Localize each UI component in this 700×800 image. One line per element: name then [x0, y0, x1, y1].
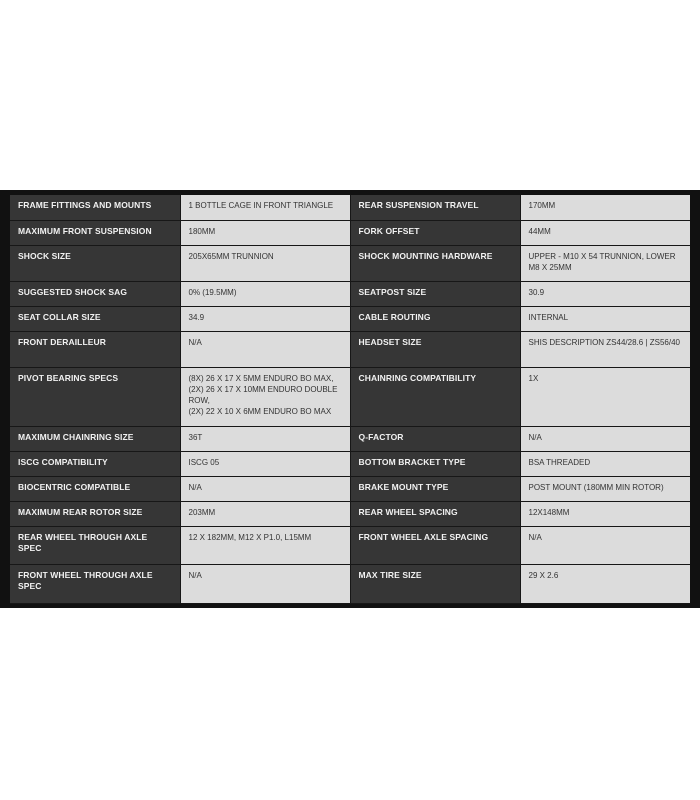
spec-value: N/A: [180, 564, 350, 603]
spec-label: FRAME FITTINGS AND MOUNTS: [10, 195, 180, 220]
spec-value: 36T: [180, 426, 350, 451]
table-row: [10, 331, 690, 367]
table-row: [10, 476, 690, 501]
spec-label: PIVOT BEARING SPECS: [10, 367, 180, 426]
spec-label: FRONT DERAILLEUR: [10, 331, 180, 367]
spec-label: MAXIMUM FRONT SUSPENSION: [10, 220, 180, 245]
spec-value: (8X) 26 X 17 X 5MM ENDURO BO MAX, (2X) 26 X 17 X 10MM ENDURO DOUBLE ROW, (2X) 22 X 10 X 6MM ENDURO BO MAX: [180, 367, 350, 426]
spec-label: FRONT WHEEL THROUGH AXLE SPEC: [10, 564, 180, 603]
spec-label: SEATPOST SIZE: [350, 281, 520, 306]
spec-label: SHOCK SIZE: [10, 245, 180, 281]
spec-value: N/A: [520, 526, 690, 564]
spec-value: 203MM: [180, 501, 350, 526]
spec-label: BOTTOM BRACKET TYPE: [350, 451, 520, 476]
spec-value: 205X65MM TRUNNION: [180, 245, 350, 281]
spec-value: 170MM: [520, 195, 690, 220]
spec-value: 29 X 2.6: [520, 564, 690, 603]
table-row: [10, 564, 690, 603]
table-row: [10, 220, 690, 245]
spec-label: CABLE ROUTING: [350, 306, 520, 331]
spec-label: MAXIMUM CHAINRING SIZE: [10, 426, 180, 451]
spec-label: MAXIMUM REAR ROTOR SIZE: [10, 501, 180, 526]
table-row: [10, 426, 690, 451]
spec-value: POST MOUNT (180MM MIN ROTOR): [520, 476, 690, 501]
spec-value: 34.9: [180, 306, 350, 331]
spec-label: SHOCK MOUNTING HARDWARE: [350, 245, 520, 281]
table-row: [10, 367, 690, 426]
table-row: [10, 245, 690, 281]
spec-value: 30.9: [520, 281, 690, 306]
spec-label: FORK OFFSET: [350, 220, 520, 245]
spec-label: REAR WHEEL SPACING: [350, 501, 520, 526]
spec-panel: [0, 190, 700, 608]
spec-value: ISCG 05: [180, 451, 350, 476]
spec-table: [10, 195, 690, 604]
spec-label: SEAT COLLAR SIZE: [10, 306, 180, 331]
spec-label: Q-FACTOR: [350, 426, 520, 451]
spec-label: REAR SUSPENSION TRAVEL: [350, 195, 520, 220]
spec-value: INTERNAL: [520, 306, 690, 331]
spec-value: BSA THREADED: [520, 451, 690, 476]
spec-value: N/A: [180, 476, 350, 501]
table-row: [10, 195, 690, 220]
table-row: [10, 501, 690, 526]
spec-label: SUGGESTED SHOCK SAG: [10, 281, 180, 306]
spec-value: N/A: [520, 426, 690, 451]
spec-value: 0% (19.5MM): [180, 281, 350, 306]
spec-value: 1X: [520, 367, 690, 426]
spec-value: 44MM: [520, 220, 690, 245]
spec-label: BRAKE MOUNT TYPE: [350, 476, 520, 501]
spec-value: 180MM: [180, 220, 350, 245]
table-row: [10, 281, 690, 306]
spec-value: 1 BOTTLE CAGE IN FRONT TRIANGLE: [180, 195, 350, 220]
spec-label: FRONT WHEEL AXLE SPACING: [350, 526, 520, 564]
spec-value: 12X148MM: [520, 501, 690, 526]
table-row: [10, 451, 690, 476]
spec-value: SHIS DESCRIPTION ZS44/28.6 | ZS56/40: [520, 331, 690, 367]
spec-label: ISCG COMPATIBILITY: [10, 451, 180, 476]
spec-label: REAR WHEEL THROUGH AXLE SPEC: [10, 526, 180, 564]
spec-value: UPPER - M10 X 54 TRUNNION, LOWER M8 X 25MM: [520, 245, 690, 281]
table-row: [10, 526, 690, 564]
table-row: [10, 306, 690, 331]
spec-value: N/A: [180, 331, 350, 367]
spec-label: CHAINRING COMPATIBILITY: [350, 367, 520, 426]
spec-label: MAX TIRE SIZE: [350, 564, 520, 603]
spec-value: 12 X 182MM, M12 X P1.0, L15MM: [180, 526, 350, 564]
spec-label: HEADSET SIZE: [350, 331, 520, 367]
spec-label: BIOCENTRIC COMPATIBLE: [10, 476, 180, 501]
